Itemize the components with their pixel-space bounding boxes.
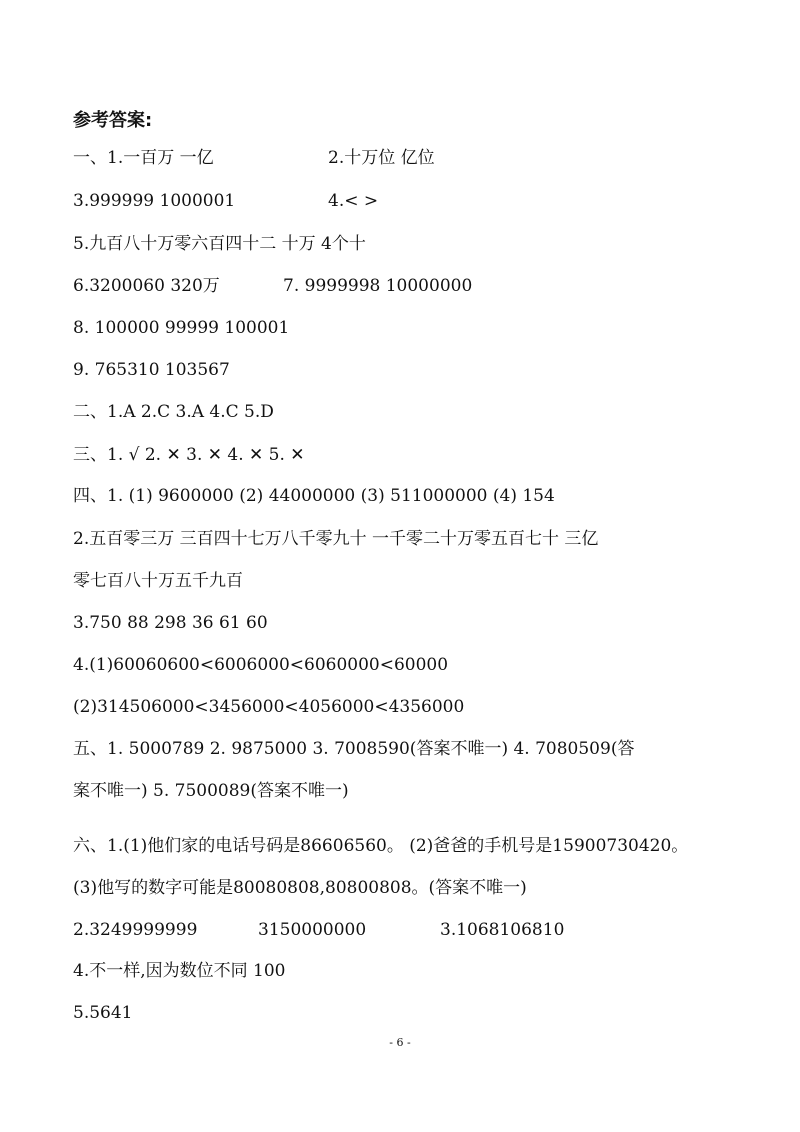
section2-line1: 二、1.A 2.C 3.A 4.C 5.D xyxy=(73,402,274,422)
section6-line4: 4.不一样,因为数位不同 100 xyxy=(73,961,286,981)
section6-line3c: 3.1068106810 xyxy=(440,920,565,940)
section6-line5: 5.5641 xyxy=(73,1003,133,1023)
section1-line1a: 一、1.一百万 一亿 xyxy=(73,148,214,168)
section1-line3: 5.九百八十万零六百四十二 十万 4个十 xyxy=(73,234,366,254)
section1-line6: 9. 765310 103567 xyxy=(73,360,230,380)
section1-line1b: 2.十万位 亿位 xyxy=(328,148,435,168)
section6-line2: (3)他写的数字可能是80080808,80800808。(答案不唯一) xyxy=(73,878,527,898)
section4-line5: 4.(1)60060600<6006000<6060000<60000 xyxy=(73,655,449,675)
section6-line3a: 2.3249999999 xyxy=(73,920,198,940)
section1-line4b: 7. 9999998 10000000 xyxy=(283,276,473,296)
section1-line5: 8. 100000 99999 100001 xyxy=(73,318,290,338)
answer-key-title: 参考答案: xyxy=(73,110,153,131)
section1-line2b: 4.< > xyxy=(328,191,379,211)
section3-line1: 三、1. √ 2. ✕ 3. ✕ 4. ✕ 5. ✕ xyxy=(73,445,305,465)
section4-line1: 四、1. (1) 9600000 (2) 44000000 (3) 511000000 (4) 154 xyxy=(73,486,555,506)
page-number: - 6 - xyxy=(389,1036,411,1049)
section6-line1: 六、1.(1)他们家的电话号码是86606560。 (2)爸爸的手机号是15900730420。 xyxy=(73,836,689,856)
section5-line2: 案不唯一) 5. 7500089(答案不唯一) xyxy=(73,781,349,801)
section4-line4: 3.750 88 298 36 61 60 xyxy=(73,613,268,633)
section4-line3: 零七百八十万五千九百 xyxy=(73,571,243,591)
section4-line2: 2.五百零三万 三百四十七万八千零九十 一千零二十万零五百七十 三亿 xyxy=(73,529,599,549)
section5-line1: 五、1. 5000789 2. 9875000 3. 7008590(答案不唯一) 4. 7080509(答 xyxy=(73,739,635,759)
section1-line2a: 3.999999 1000001 xyxy=(73,191,236,211)
section6-line3b: 3150000000 xyxy=(258,920,367,940)
section1-line4a: 6.3200060 320万 xyxy=(73,276,220,296)
section4-line6: (2)314506000<3456000<4056000<4356000 xyxy=(73,697,465,717)
